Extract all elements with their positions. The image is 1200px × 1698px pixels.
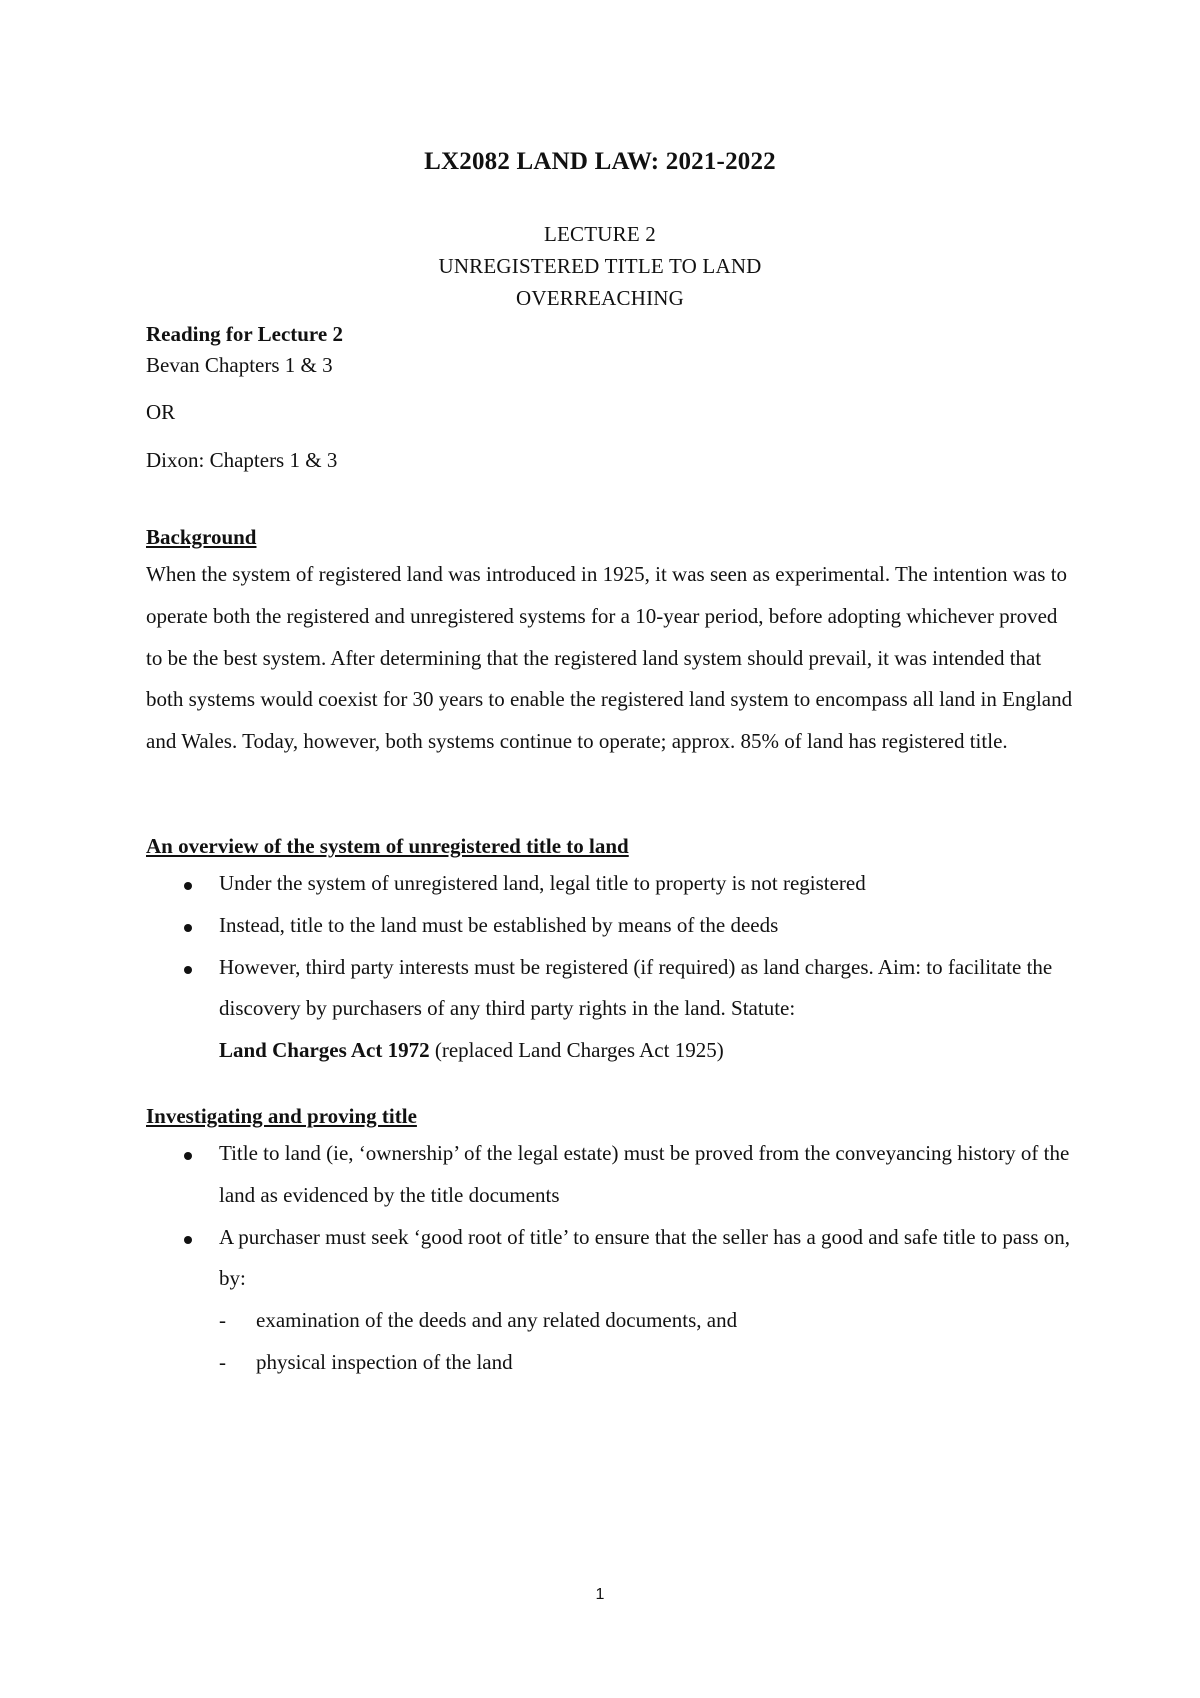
overview-bullet-1-text: Under the system of unregistered land, legal title to property is not registered (219, 871, 866, 895)
overview-bullet-list (146, 863, 1076, 1072)
bullet-icon (184, 966, 192, 974)
dash-marker: - (219, 1308, 226, 1333)
overview-bullet-2-text: Instead, title to the land must be established by means of the deeds (219, 912, 779, 937)
list-item (146, 905, 1076, 947)
list-item (146, 1300, 1076, 1342)
bullet-icon (184, 1236, 192, 1244)
reading-dixon: Dixon: Chapters 1 & 3 (146, 448, 338, 472)
overview-heading: An overview of the system of unregistered title to land (146, 834, 629, 858)
investigating-bullet-1-text: Title to land (ie, ‘ownership’ of the legal estate) must be proved from the conveyancing history of the land as evidenced by the title documents (219, 1141, 1070, 1207)
document-title: LX2082 LAND LAW: 2021-2022 (424, 148, 776, 175)
list-item (146, 1217, 1076, 1301)
reading-or: OR (146, 400, 176, 424)
list-item (146, 1133, 1076, 1217)
dash-marker: - (219, 1349, 226, 1374)
investigating-bullet-list (146, 1133, 1076, 1384)
investigating-dash-1-text: examination of the deeds and any related documents, and (256, 1308, 738, 1333)
reading-bevan: Bevan Chapters 1 & 3 (146, 353, 333, 377)
lecture-subtitle-1: UNREGISTERED TITLE TO LAND (438, 254, 762, 278)
investigating-dash-2-text: physical inspection of the land (256, 1349, 513, 1374)
overview-bullet-3-text: However, third party interests must be registered (if required) as land charges. Aim: to facilitate the discovery by purchasers of any third party rights in the land. Statute: (219, 954, 1053, 1021)
background-heading: Background (146, 525, 257, 549)
bullet-icon (184, 924, 192, 932)
lecture-subtitle-2: OVERREACHING (515, 286, 685, 310)
statute-name: Land Charges Act 1972 (219, 1038, 430, 1063)
bullet-icon (184, 882, 192, 890)
statute-note: (replaced Land Charges Act 1925) (429, 1038, 724, 1063)
background-paragraph: When the system of registered land was introduced in 1925, it was seen as experimental. The intention was to operate both the registered and unregistered systems for a 10-year period, before adopting whichever proved to be the best system. After determining that the registered land system should prevail, it was intended that both systems would coexist for 30 years to enable the registered land system to encompass all land in England and Wales. Today, however, both systems continue to operate; approx. 85% of land has registered title. (146, 562, 1073, 754)
list-item (146, 863, 1076, 905)
investigating-heading: Investigating and proving title (146, 1104, 417, 1128)
bullet-icon (184, 1152, 192, 1160)
reading-heading: Reading for Lecture 2 (146, 322, 343, 346)
investigating-bullet-2-text: A purchaser must seek ‘good root of title’ to ensure that the seller has a good and safe title to pass on, by: (219, 1224, 1071, 1291)
list-item (146, 947, 1076, 1072)
page-number: 1 (595, 1586, 605, 1603)
list-item (146, 1342, 1076, 1384)
lecture-number: LECTURE 2 (543, 222, 657, 246)
